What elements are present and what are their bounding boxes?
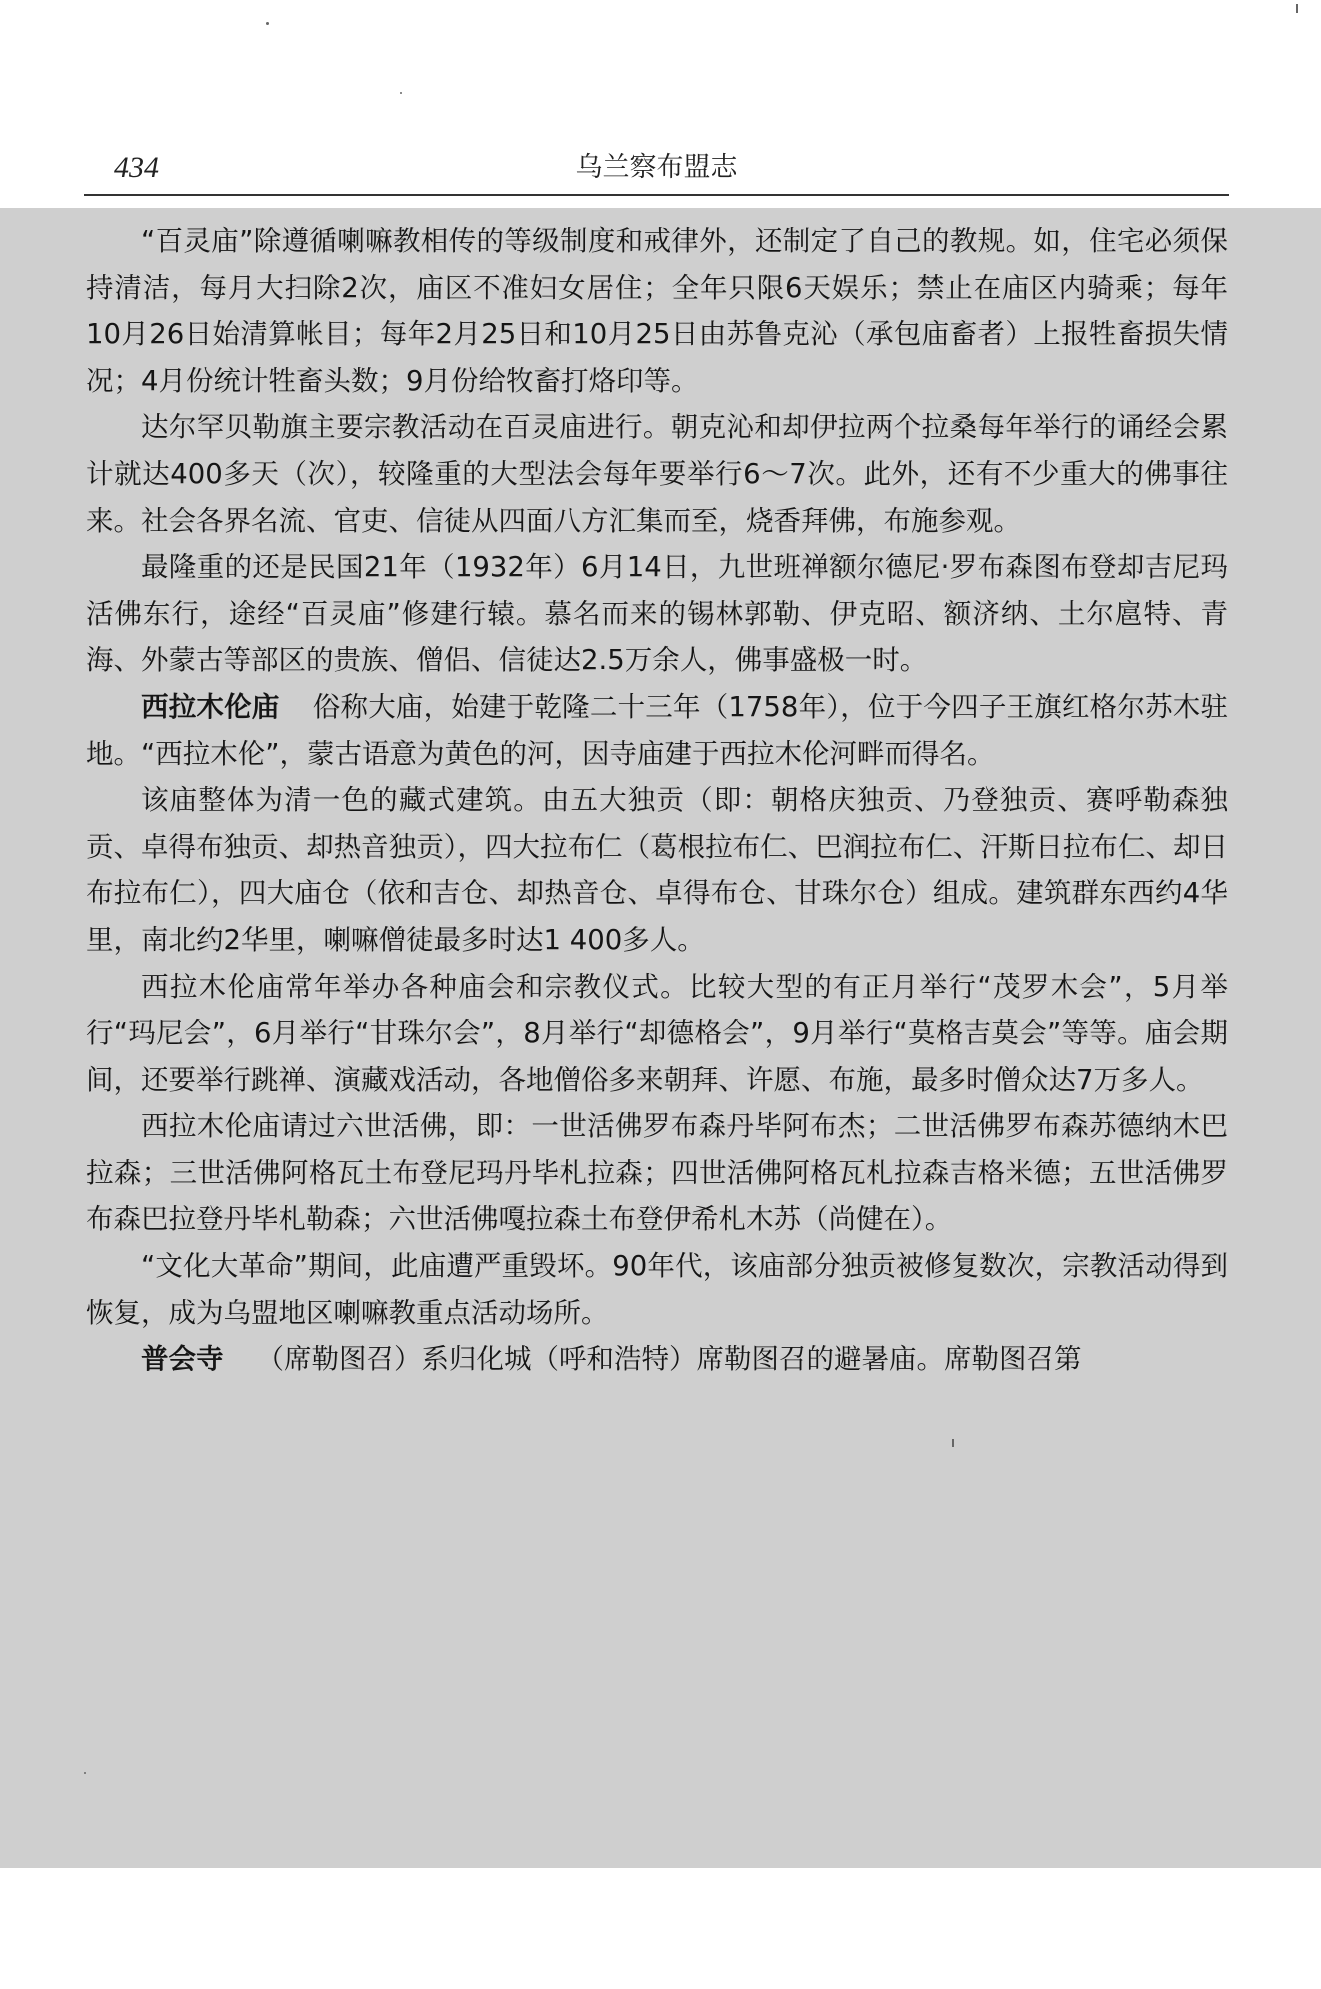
entry-term: 西拉木伦庙	[141, 690, 280, 723]
running-title: 乌兰察布盟志	[575, 152, 738, 183]
paragraph-panchen-lama-visit: 最隆重的还是民国21年（1932年）6月14日，九世班禅额尔德尼·罗布森图布登却吉尼玛活佛东行，途经“百灵庙”修建行辕。慕名而来的锡林郭勒、伊克昭、额济纳、土尔扈特、青海、外蒙古等部区的贵族、僧侣、信徒达2.5万余人，佛事盛极一时。	[86, 551, 1228, 677]
body-text	[86, 218, 1228, 1383]
page-number: 434	[114, 151, 159, 184]
page-header	[84, 150, 1229, 194]
scan-speck	[400, 92, 402, 94]
scan-speck	[1296, 4, 1298, 13]
paragraph-xilamulun-temple	[86, 684, 1228, 777]
paragraph-cultural-revolution: “文化大革命”期间，此庙遭严重毁坏。90年代，该庙部分独贡被修复数次，宗教活动得到恢复，成为乌盟地区喇嘛教重点活动场所。	[86, 1250, 1228, 1329]
entry-text: （席勒图召）系归化城（呼和浩特）席勒图召的避暑庙。席勒图召第	[256, 1343, 1082, 1376]
header-rule	[84, 194, 1229, 196]
paragraph-temple-fairs: 西拉木伦庙常年举办各种庙会和宗教仪式。比较大型的有正月举行“茂罗木会”，5月举行“玛尼会”，6月举行“甘珠尔会”，8月举行“却德格会”，9月举行“莫格吉莫会”等等。庙会期间，还要举行跳禅、演藏戏活动，各地僧俗多来朝拜、许愿、布施，最多时僧众达7万多人。	[86, 970, 1228, 1096]
scan-speck	[84, 1772, 86, 1774]
paragraph-living-buddhas: 西拉木伦庙请过六世活佛，即：一世活佛罗布森丹毕阿布杰；二世活佛罗布森苏德纳木巴拉森；三世活佛阿格瓦土布登尼玛丹毕札拉森；四世活佛阿格瓦札拉森吉格米德；五世活佛罗布森巴拉登丹毕札勒森；六世活佛嘎拉森土布登伊希札木苏（尚健在）。	[86, 1110, 1228, 1236]
paragraph-temple-architecture: 该庙整体为清一色的藏式建筑。由五大独贡（即：朝格庆独贡、乃登独贡、赛呼勒森独贡、卓得布独贡、却热音独贡），四大拉布仁（葛根拉布仁、巴润拉布仁、汗斯日拉布仁、却日布拉布仁），四大庙仓（依和吉仓、却热音仓、卓得布仓、甘珠尔仓）组成。建筑群东西约4华里，南北约2华里，喇嘛僧徒最多时达1 400多人。	[86, 784, 1228, 956]
paragraph-religious-activities: 达尔罕贝勒旗主要宗教活动在百灵庙进行。朝克沁和却伊拉两个拉桑每年举行的诵经会累计就达400多天（次），较隆重的大型法会每年要举行6～7次。此外，还有不少重大的佛事往来。社会各界名流、官吏、信徒从四面八方汇集而至，烧香拜佛，布施参观。	[86, 411, 1228, 537]
scan-speck	[266, 22, 269, 25]
paragraph-puhui-temple	[86, 1336, 1228, 1383]
paragraph-bailing-temple-rules: “百灵庙”除遵循喇嘛教相传的等级制度和戒律外，还制定了自己的教规。如，住宅必须保持清洁，每月大扫除2次，庙区不准妇女居住；全年只限6天娱乐；禁止在庙区内骑乘；每年10月26日始清算帐目；每年2月25日和10月25日由苏鲁克沁（承包庙畜者）上报牲畜损失情况；4月份统计牲畜头数；9月份给牧畜打烙印等。	[86, 225, 1228, 397]
entry-term: 普会寺	[141, 1343, 224, 1376]
entry-text: 俗称大庙，始建于乾隆二十三年（1758年），位于今四子王旗红格尔苏木驻地。“西拉木伦”，蒙古语意为黄色的河，因寺庙建于西拉木伦河畔而得名。	[86, 690, 1229, 770]
scan-speck	[952, 1439, 954, 1447]
